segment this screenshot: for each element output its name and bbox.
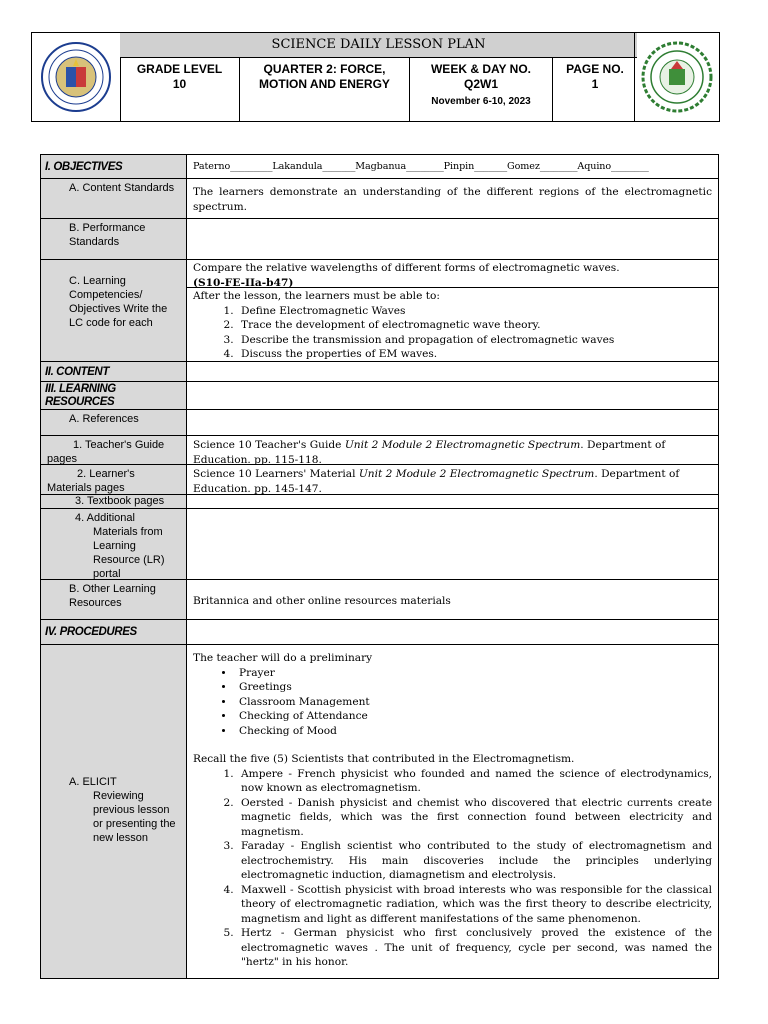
learners-materials-row: [41, 465, 718, 495]
preliminary-intro: The teacher will do a preliminary: [193, 652, 373, 664]
textbook-pages-row: [41, 495, 718, 509]
learning-resources-heading-row: [41, 382, 718, 410]
week-day-cell: [410, 58, 553, 121]
lesson-plan-table: [40, 154, 719, 979]
school-seal-logo: [634, 33, 719, 121]
content-heading: II. CONTENT: [45, 366, 109, 378]
preliminary-list: [193, 666, 712, 739]
elicit-label-cell: [41, 645, 187, 978]
content-standards-label: A. Content Standards: [41, 179, 187, 218]
objective-goal: 1. Define Electromagnetic Waves: [237, 304, 712, 319]
recall-intro: Recall the five (5) Scientists that contributed in the Electromagnetism.: [193, 753, 575, 765]
page-number-label: PAGE NO.: [566, 62, 624, 76]
preliminary-item: • Prayer: [235, 666, 712, 681]
performance-standards-label: B. Performance Standards: [41, 219, 187, 259]
teachers-guide-row: [41, 436, 718, 465]
content-standards-row: [41, 179, 718, 219]
scientist-item: 1. Ampere - French physicist who founded and named the science of electrodynamics, now known as electromagnetism.: [237, 767, 712, 796]
learning-competencies-row: [41, 260, 718, 362]
objective-goals-list: [193, 304, 712, 362]
objective-goal: 2. Trace the development of electromagnetic wave theory.: [237, 318, 712, 333]
elicit-description: Reviewing previous lesson or presenting the new lesson: [93, 790, 176, 844]
references-row: [41, 410, 718, 436]
teachers-guide-label: 1. Teacher's Guide pages: [41, 436, 187, 464]
elicit-label: A. ELICIT: [69, 776, 117, 788]
scientist-item: 2. Oersted - Danish physicist and chemist who discovered that electric currents create magnetic fields, which was the first connection found between electricity and magnetism.: [237, 796, 712, 840]
scientist-item: 4. Maxwell - Scottish physicist with broad interests who was responsible for the classical theory of electromagnetic radiation, which was the first theory to describe electricity, magnetism and light as different manifestations of the same phenomenon.: [237, 883, 712, 927]
competency-text: Compare the relative wavelengths of different forms of electromagnetic waves.: [193, 262, 620, 274]
preliminary-item: • Checking of Attendance: [235, 709, 712, 724]
section-names-line: Paterno_________Lakandula_______Magbanua________Pinpin_______Gomez________Aquino________: [193, 161, 649, 172]
other-resources-text: Britannica and other online resources materials: [193, 595, 451, 607]
document-title: SCIENCE DAILY LESSON PLAN: [120, 33, 637, 58]
after-lesson-text: After the lesson, the learners must be able to:: [193, 290, 440, 302]
scientist-item: 5. Hertz - German physicist who first conclusively proved the existence of the electromagnetic waves . The unit of frequency, cycle per second, was named the "hertz" in his honor.: [237, 926, 712, 970]
learners-materials-text: Science 10 Learners' Material Unit 2 Module 2 Electromagnetic Spectrum. Department of Education. pp. 145-147.: [193, 468, 680, 495]
week-dates: November 6-10, 2023: [431, 96, 531, 107]
objective-goal: 3. Describe the transmission and propagation of electromagnetic waves: [237, 333, 712, 348]
objectives-heading-row: [41, 155, 718, 179]
procedures-heading: IV. PROCEDURES: [45, 626, 137, 638]
preliminary-item: • Greetings: [235, 680, 712, 695]
deped-seal-logo: [32, 33, 121, 121]
other-resources-label: B. Other Learning Resources: [41, 580, 187, 619]
grade-level-cell: [120, 58, 240, 121]
textbook-pages-label: 3. Textbook pages: [41, 495, 187, 508]
preliminary-item: • Checking of Mood: [235, 724, 712, 739]
grade-level-label: GRADE LEVEL: [136, 62, 223, 76]
quarter-line-2: MOTION AND ENERGY: [259, 77, 390, 91]
page-number-cell: [553, 58, 637, 121]
learning-resources-heading: III. LEARNING RESOURCES: [45, 383, 116, 408]
additional-materials-label: 4. Additional Materials from Learning Resource (LR) portal: [41, 509, 187, 579]
elicit-row: [41, 645, 718, 978]
procedures-heading-row: [41, 620, 718, 645]
competency-code: (S10-FE-IIa-b47): [193, 276, 294, 289]
grade-level-value: 10: [172, 77, 187, 91]
week-day-label: WEEK & DAY NO.: [430, 62, 532, 76]
quarter-cell: [240, 58, 410, 121]
other-resources-row: [41, 580, 718, 620]
content-heading-row: [41, 362, 718, 382]
page-number-value: 1: [591, 77, 599, 91]
teachers-guide-text: Science 10 Teacher's Guide Unit 2 Module 2 Electromagnetic Spectrum. Department of Education. pp. 115-118.: [193, 439, 666, 466]
objectives-heading: I. OBJECTIVES: [45, 161, 123, 173]
scientist-item: 3. Faraday - English scientist who contributed to the study of electromagnetism and electrochemistry. His main discoveries include the principles underlying electromagnetic induction, diamagnetism and electrolysis.: [237, 839, 712, 883]
preliminary-item: • Classroom Management: [235, 695, 712, 710]
learning-competencies-label: C. Learning Competencies/ Objectives Write the LC code for each: [41, 260, 187, 361]
objective-goal: 4. Discuss the properties of EM waves.: [237, 347, 712, 362]
performance-standards-row: [41, 219, 718, 260]
additional-materials-row: [41, 509, 718, 580]
references-label: A. References: [41, 410, 187, 435]
quarter-line-1: QUARTER 2: FORCE,: [263, 62, 386, 76]
week-day-value: Q2W1: [463, 77, 498, 91]
learners-materials-label: 2. Learner's Materials pages: [41, 465, 187, 494]
lesson-plan-header: [31, 32, 720, 122]
scientists-list: [193, 767, 712, 970]
content-standards-text: The learners demonstrate an understanding of the different regions of the electromagnetic spectrum.: [193, 186, 712, 213]
